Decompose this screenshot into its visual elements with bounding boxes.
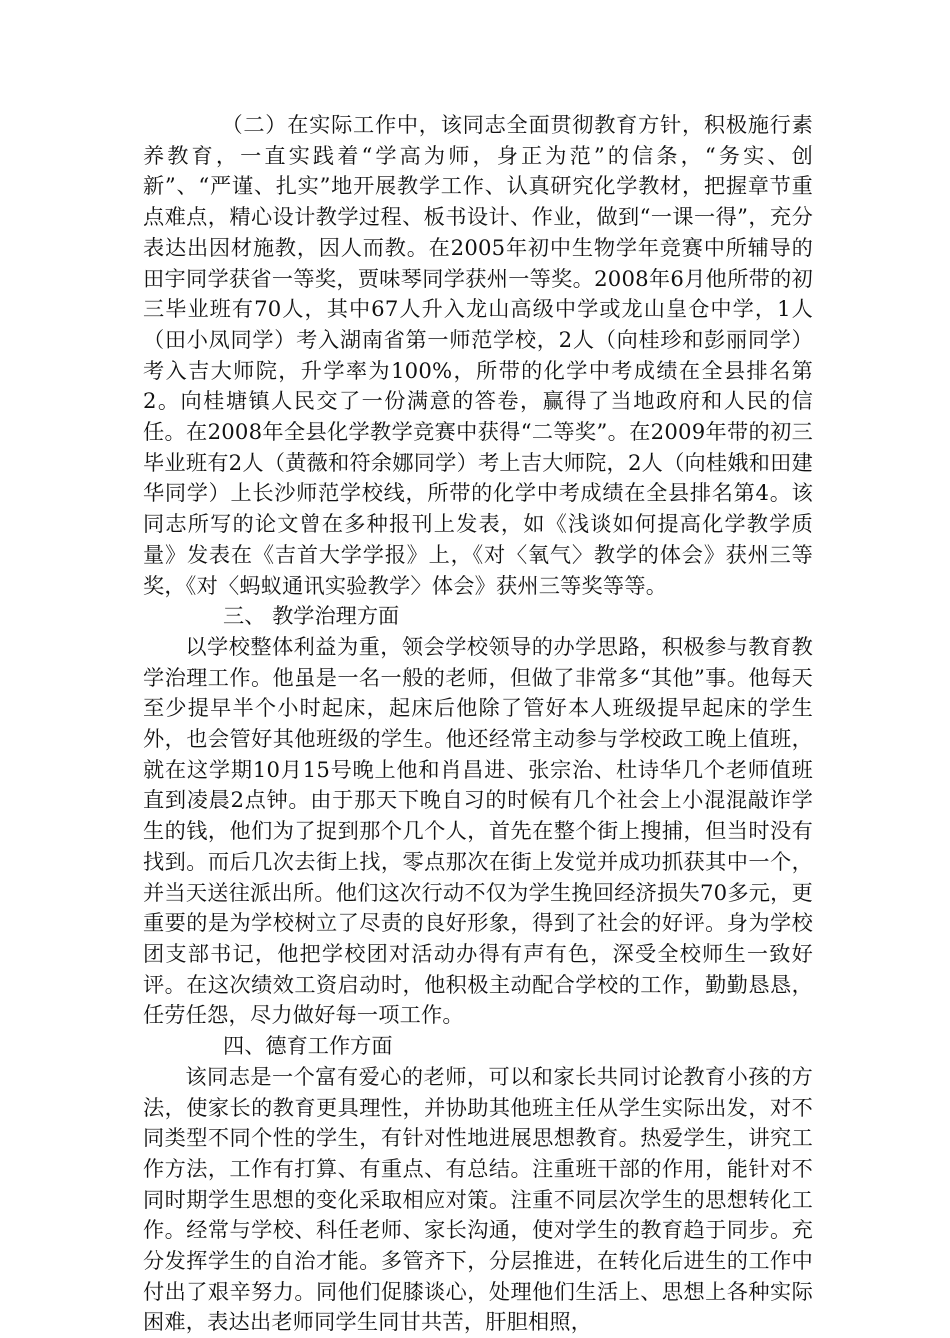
paragraph-moral-education: 该同志是一个富有爱心的老师，可以和家长共同讨论教育小孩的方法，使家长的教育更具理性，并协助其他班主任从学生实际出发，对不同类型不同个性的学生，有针对性地进展思想教育。热爱学生，讲究工作方法，工作有打算、有重点、有总结。注重班干部的作用，能针对不同时期学生思想的变化采取相应对策。注重不同层次学生的思想转化工作。经常与学校、科任老师、家长沟通，使对学生的教育趋于同步。充分发挥学生的自治才能。多管齐下，分层推进，在转化后进生的工作中付出了艰辛努力。同他们促膝谈心，处理他们生活上、思想上各种实际困难，表达出老师同学生同甘共苦，肝胆相照， [143,1063,813,1335]
section-heading-moral-education: 四、德育工作方面 [223,1033,393,1059]
paragraph-teaching-practice: （二）在实际工作中，该同志全面贯彻教育方针，积极施行素养教育，一直实践着“学高为师，身正为范”的信条，“务实、创新”、“严谨、扎实”地开展教学工作、认真研究化学教材，把握章节重点难点，精心设计教学过程、板书设计、作业，做到“一课一得”，充分表达出因材施教，因人而教。在2005年初中生物学年竞赛中所辅导的田宇同学获省一等奖，贾味琴同学获州一等奖。2008年6月他所带的初三毕业班有70人，其中67人升入龙山高级中学或龙山皇仓中学，1人（田小凤同学）考入湖南省第一师范学校，2人（向桂珍和彭丽同学）考入吉大师院，升学率为100%，所带的化学中考成绩在全县排名第2。向桂塘镇人民交了一份满意的答卷，赢得了当地政府和人民的信任。在2008年全县化学教学竞赛中获得“二等奖”。在2009年带的初三毕业班有2人（黄薇和符余娜同学）考上吉大师院，2人（向桂娥和田建华同学）上长沙师范学校线，所带的化学中考成绩在全县排名第4。该同志所写的论文曾在多种报刊上发表，如《浅谈如何提高化学教学质量》发表在《吉首大学学报》上，《对〈氧气〉教学的体会》获州三等奖，《对〈蚂蚁通讯实验教学〉体会》获州三等奖等等。 [143,112,813,598]
paragraph-teaching-management: 以学校整体利益为重，领会学校领导的办学思路，积极参与教育教学治理工作。他虽是一名一般的老师，但做了非常多“其他”事。他每天至少提早半个小时起床，起床后他除了管好本人班级提早起床的学生外，也会管好其他班级的学生。他还经常主动参与学校政工晚上值班，就在这学期10月15号晚上他和肖昌进、张宗治、杜诗华几个老师值班直到凌晨2点钟。由于那天下晚自习的时候有几个社会上小混混敲诈学生的钱，他们为了捉到那个几个人，首先在整个街上搜捕，但当时没有找到。而后几次去街上找，零点那次在街上发觉并成功抓获其中一个，并当天送往派出所。他们这次行动不仅为学生挽回经济损失70多元，更重要的是为学校树立了尽责的良好形象，得到了社会的好评。身为学校团支部书记，他把学校团对活动办得有声有色，深受全校师生一致好评。在这次绩效工资启动时，他积极主动配合学校的工作，勤勤恳恳，任劳任怨，尽力做好每一项工作。 [143,633,813,1028]
section-heading-teaching-management: 三、 教学治理方面 [223,603,400,629]
document-body [143,110,813,1338]
